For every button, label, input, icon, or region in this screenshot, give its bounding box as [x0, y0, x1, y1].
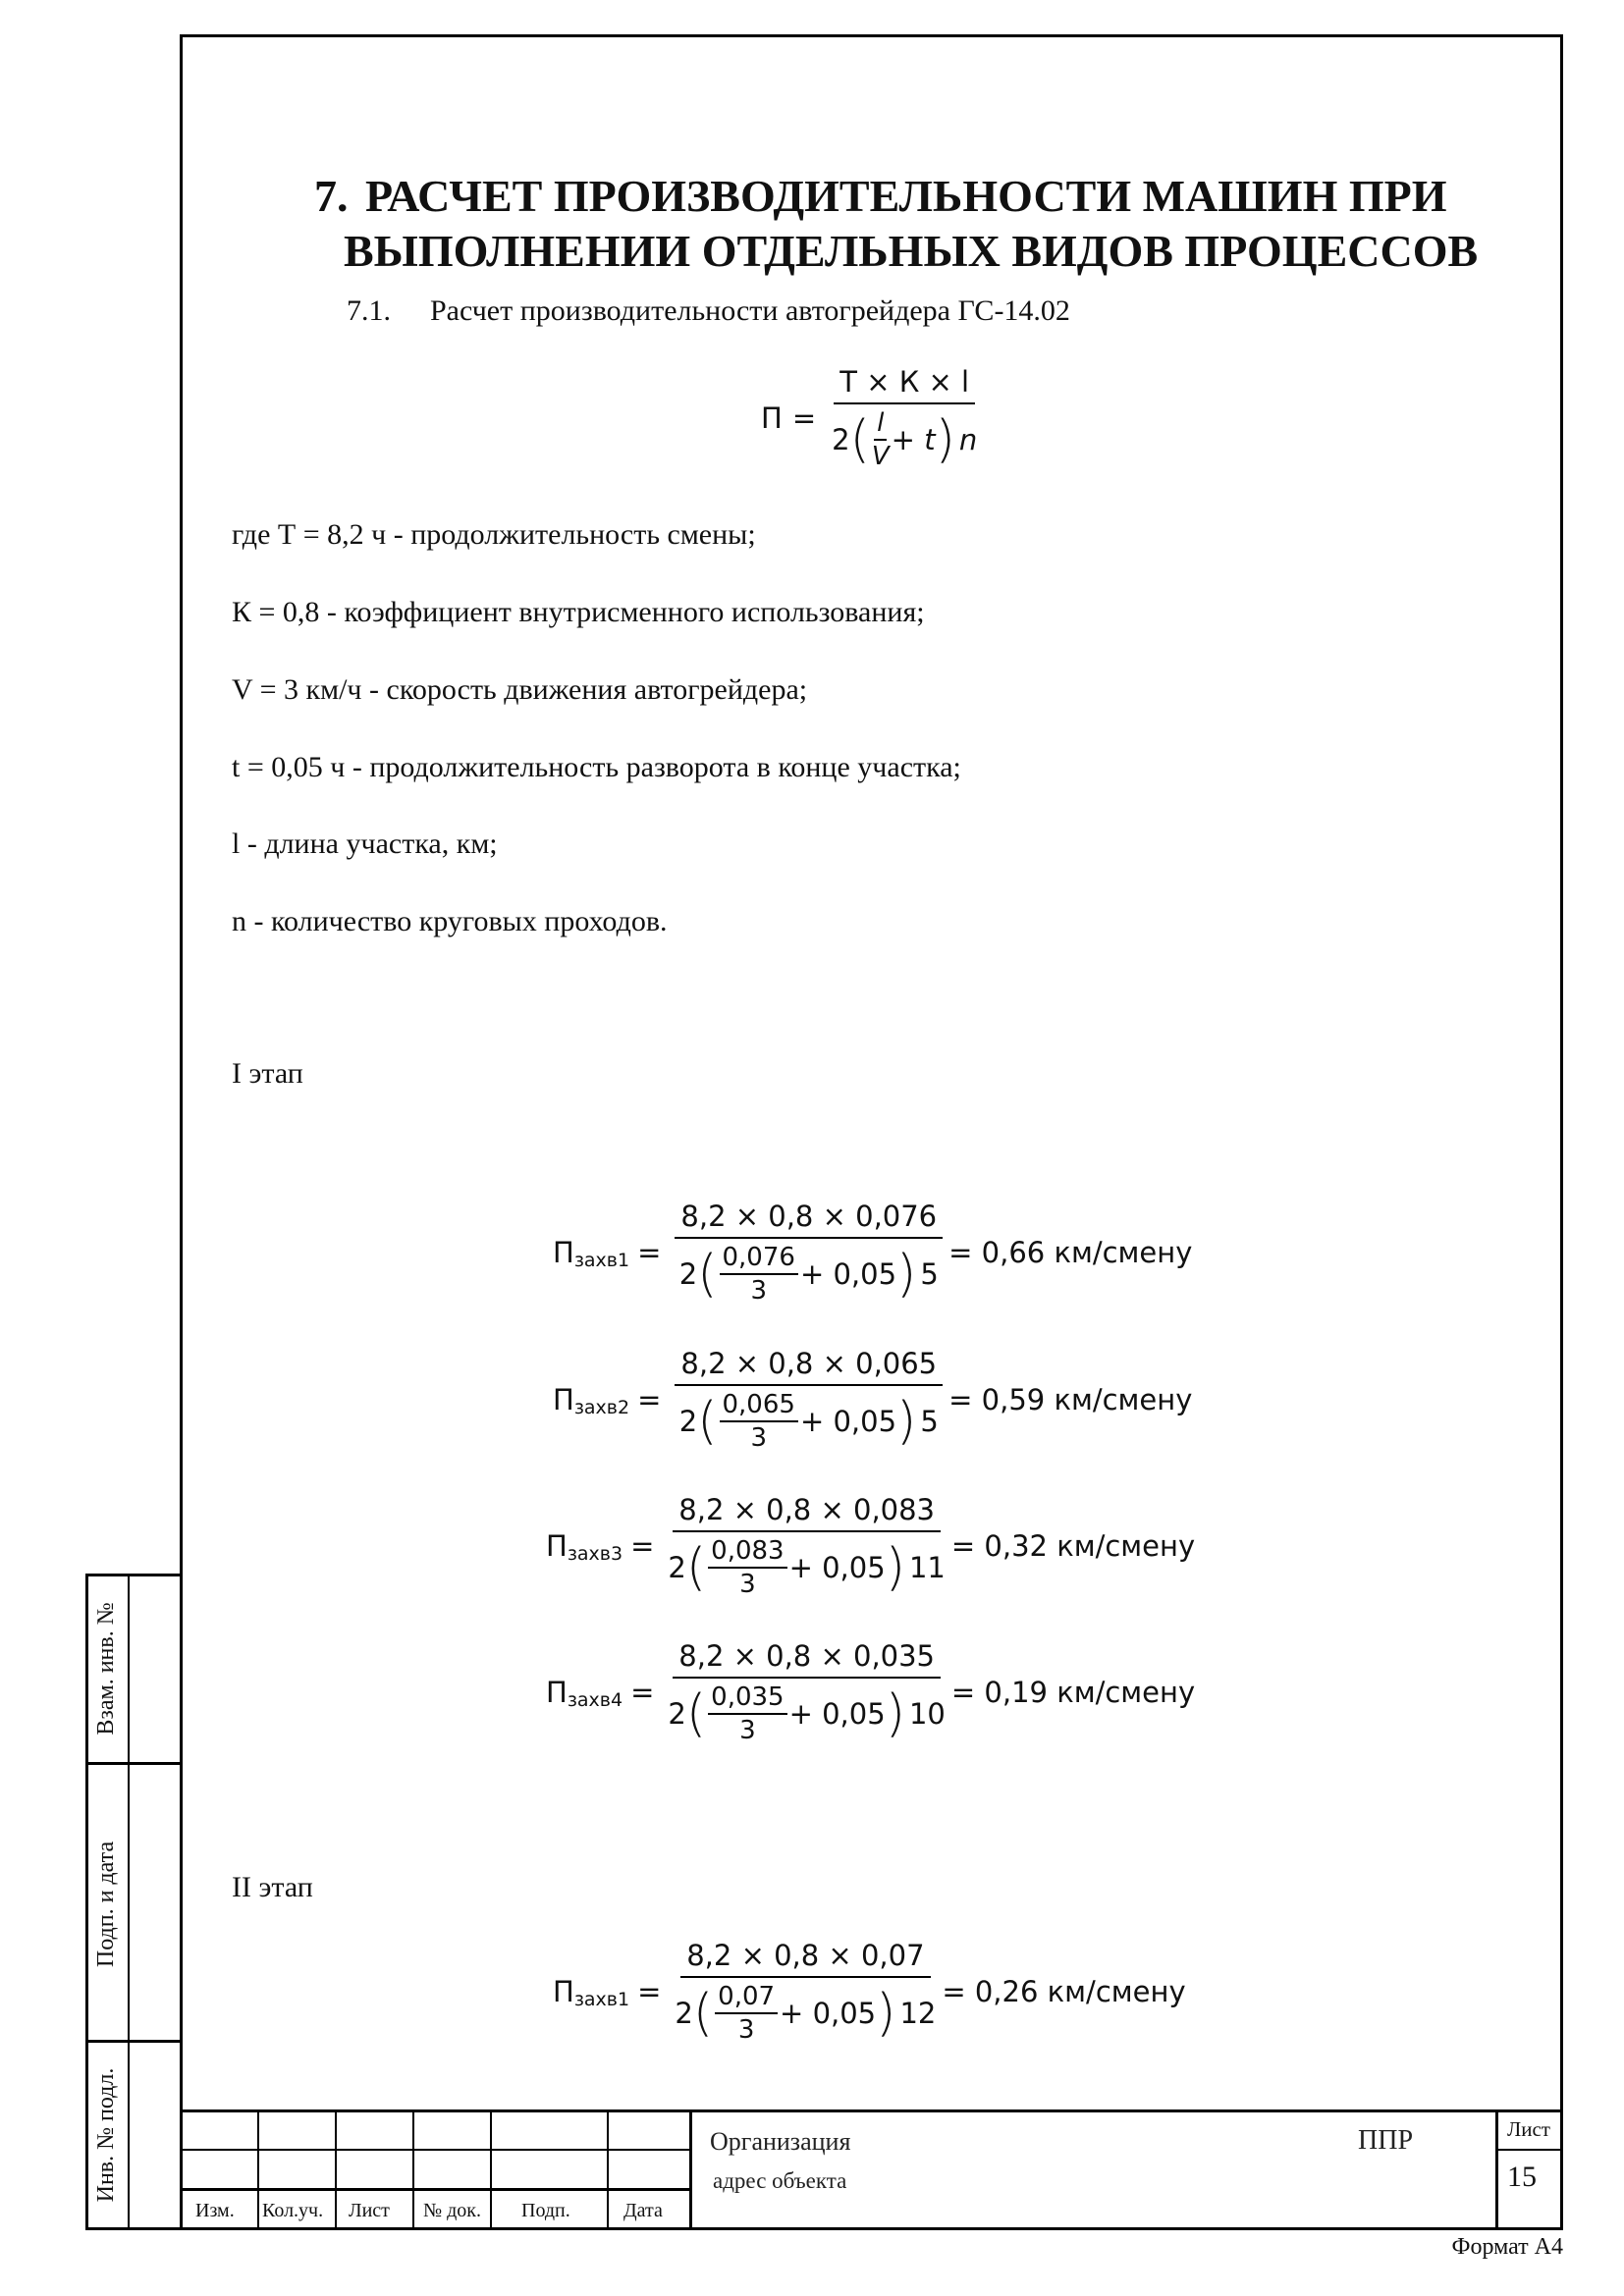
eq-n: 10	[908, 1697, 946, 1731]
eq-n: 5	[920, 1405, 939, 1438]
col-izm: Изм.	[195, 2200, 235, 2221]
eq-inner-num: 0,07	[715, 1982, 778, 2014]
eq-n: 11	[908, 1551, 946, 1584]
definition-line: n - количество круговых проходов.	[232, 905, 668, 937]
eq-plus: + 0,05	[799, 1257, 897, 1291]
stage2-equation-1: П захв1 = 8,2 × 0,8 × 0,07 2 ( $\frac{0,07}{3}$ + 0,05 ) 12 = 0,26 км/смену	[553, 1939, 1186, 2045]
side-strip-divider	[128, 1574, 130, 2230]
sheet-label: Лист	[1507, 2117, 1550, 2141]
section-title-line2: ВЫПОЛНЕНИИ ОТДЕЛЬНЫХ ВИДОВ ПРОЦЕССОВ	[344, 226, 1479, 276]
definition-line: V = 3 км/ч - скорость движения автогрейдера;	[232, 673, 808, 706]
document-code: ППР	[1358, 2125, 1414, 2156]
formula-numerator: Т × К × l	[834, 365, 975, 404]
eq-inner-den: 3	[739, 1716, 756, 1745]
eq-lhs: П	[546, 1529, 568, 1563]
eq-subscript: захв2	[573, 1397, 630, 1418]
eq-plus: + 0,05	[788, 1551, 886, 1584]
eq-inner-den: 3	[737, 2015, 755, 2045]
formula-fraction: Т × К × l 2 ( $\frac{l}{V}$ + t ) n	[832, 365, 978, 471]
format-note: Формат А4	[1451, 2234, 1563, 2260]
eq-result: = 0,32 км/смену	[950, 1529, 1196, 1563]
eq-n: 12	[899, 1997, 937, 2030]
formula-coef: 2	[832, 423, 850, 456]
formula-inner-num: l	[874, 408, 887, 441]
subsection-heading	[347, 294, 1070, 328]
eq-numerator: 8,2 × 0,8 × 0,07	[680, 1939, 930, 1978]
section-title-line1: РАСЧЕТ ПРОИЗВОДИТЕЛЬНОСТИ МАШИН ПРИ	[365, 171, 1447, 221]
side-label-podp: Подп. и дата	[93, 1841, 119, 1968]
object-address: адрес объекта	[713, 2168, 847, 2193]
sheet-number: 15	[1507, 2161, 1537, 2193]
definition-line: t = 0,05 ч - продолжительность разворота в конце участка;	[232, 751, 961, 783]
eq-inner-den: 3	[750, 1276, 767, 1306]
definition-line: К = 0,8 - коэффициент внутрисменного использования;	[232, 596, 925, 628]
eq-inner-num: 0,065	[720, 1390, 798, 1422]
formula-n: n	[958, 423, 978, 456]
eq-plus: + 0,05	[788, 1697, 886, 1731]
eq-result: = 0,26 км/смену	[942, 1975, 1186, 2008]
eq-numerator: 8,2 × 0,8 × 0,076	[675, 1200, 943, 1239]
eq-lhs: П	[553, 1236, 574, 1269]
formula-lhs: П	[761, 401, 783, 435]
organization-name: Организация	[710, 2127, 851, 2156]
stage1-equation-4: П захв4 = 8,2 × 0,8 × 0,035 2 ( $\frac{0,035}{3}$ + 0,05 ) 10 = 0,19 км/смену	[546, 1639, 1196, 1745]
stage-label: I этап	[232, 1057, 303, 1090]
stage1-equation-1: П захв1 = 8,2 × 0,8 × 0,076 2 ( $\frac{0,076}{3}$ + 0,05 ) 5 = 0,66 км/смену	[553, 1200, 1193, 1306]
eq-plus: + 0,05	[780, 1997, 877, 2030]
eq-lhs: П	[553, 1975, 574, 2008]
col-podp: Подп.	[521, 2200, 570, 2221]
stage1-equation-3: П захв3 = 8,2 × 0,8 × 0,083 2 ( $\frac{0,083}{3}$ + 0,05 ) 11 = 0,32 км/смену	[546, 1493, 1196, 1599]
eq-subscript: захв3	[567, 1543, 623, 1565]
eq-inner-den: 3	[739, 1570, 756, 1599]
col-kol-uch: Кол.уч.	[262, 2200, 324, 2221]
side-label-vzam: Взам. инв. №	[93, 1602, 119, 1735]
definition-line: l - длина участка, км;	[232, 828, 498, 860]
eq-inner-num: 0,083	[708, 1536, 786, 1569]
eq-lhs: П	[546, 1676, 568, 1709]
eq-lhs: П	[553, 1383, 574, 1416]
eq-numerator: 8,2 × 0,8 × 0,065	[675, 1347, 943, 1386]
page-frame	[180, 34, 1563, 2230]
stage-label: II этап	[232, 1871, 313, 1903]
eq-n: 5	[920, 1257, 939, 1291]
definition-line: где Т = 8,2 ч - продолжительность смены;	[232, 518, 756, 551]
subsection-text: Расчет производительности автогрейдера ГС-14.02	[430, 294, 1070, 327]
eq-subscript: захв4	[567, 1689, 623, 1711]
eq-subscript: захв1	[573, 1250, 630, 1271]
col-doc-no: № док.	[423, 2200, 481, 2221]
eq-result: = 0,66 км/смену	[948, 1236, 1193, 1269]
eq-plus: + 0,05	[799, 1405, 897, 1438]
section-number: 7.	[314, 171, 349, 221]
col-data: Дата	[623, 2200, 663, 2221]
eq-numerator: 8,2 × 0,8 × 0,083	[673, 1493, 941, 1532]
eq-result: = 0,59 км/смену	[948, 1383, 1193, 1416]
stage1-equation-2: П захв2 = 8,2 × 0,8 × 0,065 2 ( $\frac{0,065}{3}$ + 0,05 ) 5 = 0,59 км/смену	[553, 1347, 1193, 1453]
formula-plus-term: + t	[891, 423, 936, 456]
eq-result: = 0,19 км/смену	[950, 1676, 1196, 1709]
side-label-inv: Инв. № подл.	[93, 2067, 119, 2203]
formula-inner-den: V	[871, 442, 890, 471]
eq-subscript: захв1	[573, 1989, 630, 2010]
title-block	[180, 2109, 1563, 2230]
eq-inner-num: 0,076	[720, 1243, 798, 1275]
eq-numerator: 8,2 × 0,8 × 0,035	[673, 1639, 941, 1679]
main-formula: П = Т × К × l 2 ( $\frac{l}{V}$ + t ) n	[761, 365, 978, 471]
eq-inner-num: 0,035	[708, 1682, 786, 1715]
col-list: Лист	[349, 2200, 390, 2221]
eq-inner-den: 3	[750, 1423, 767, 1453]
subsection-number: 7.1.	[347, 294, 391, 327]
